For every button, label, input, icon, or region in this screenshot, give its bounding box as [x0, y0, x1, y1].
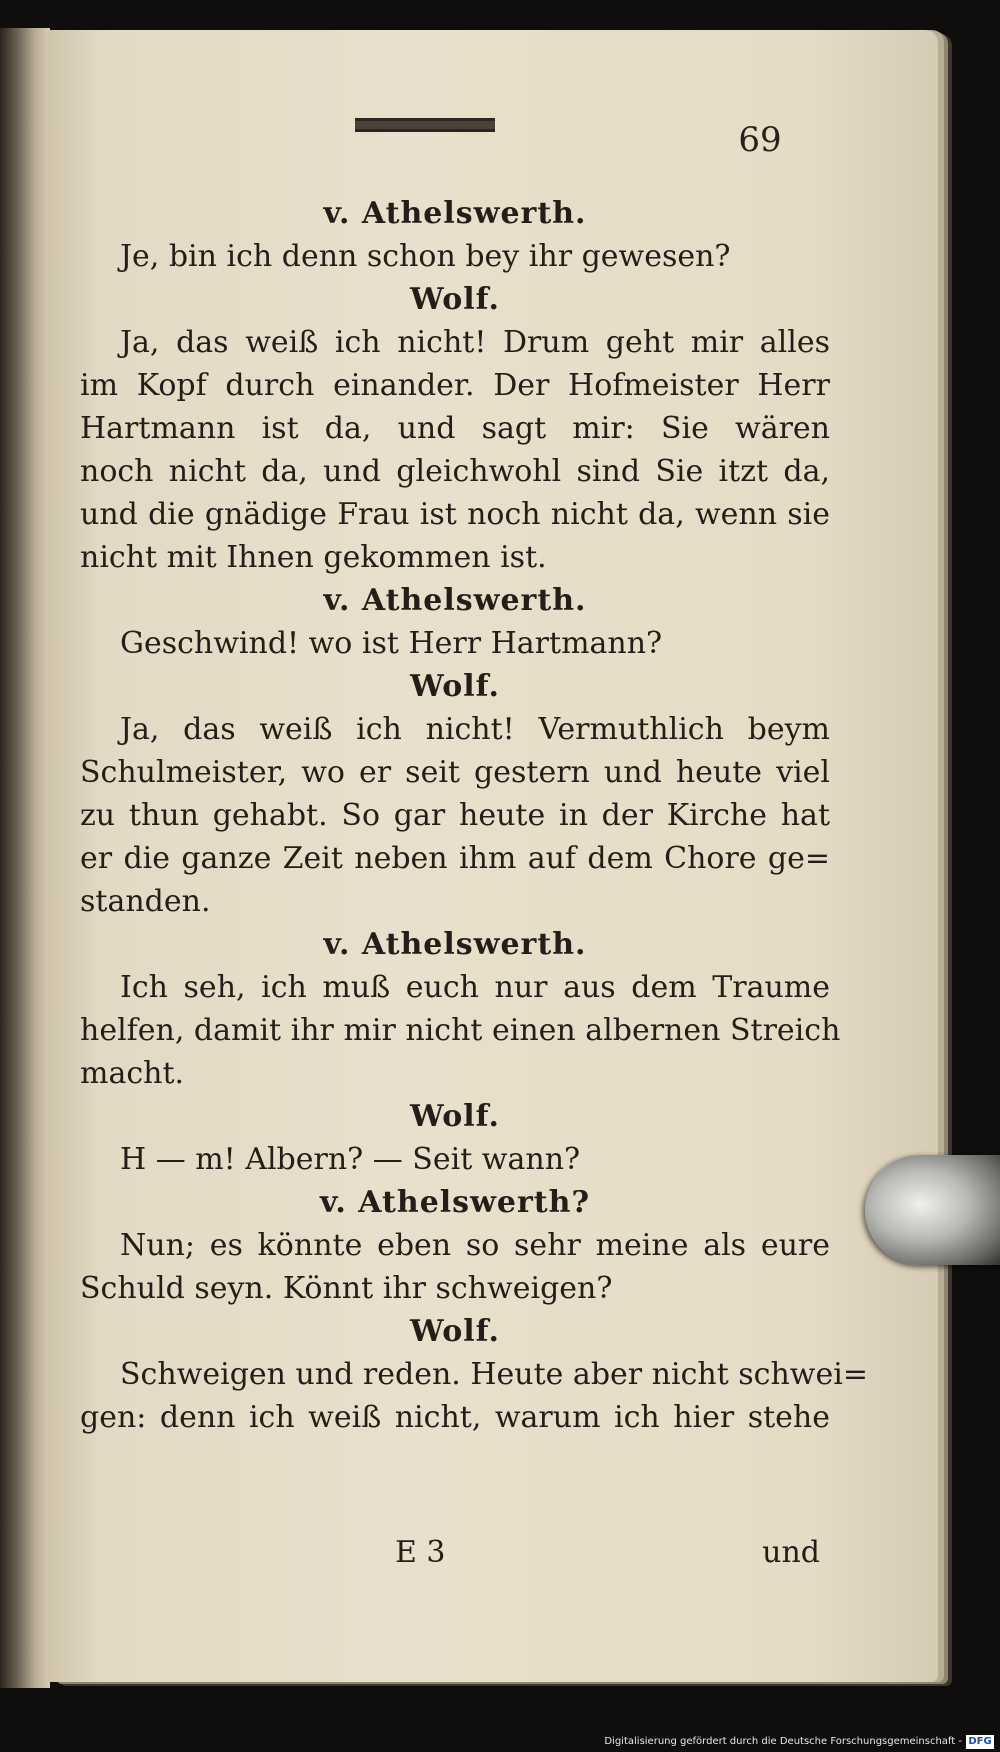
- text-line: zu thun gehabt. So gar heute in der Kirche hat: [80, 798, 830, 833]
- page-footer-line: [80, 1535, 820, 1578]
- text-line: H — m! Albern? — Seit wann?: [120, 1142, 581, 1177]
- text-line: gen: denn ich weiß nicht, warum ich hier stehe: [80, 1400, 830, 1435]
- dfg-logo: DFG: [966, 1735, 994, 1749]
- text-line: Je, bin ich denn schon bey ihr gewesen?: [120, 239, 731, 274]
- speaker-name: Wolf.: [410, 1314, 500, 1349]
- text-line: im Kopf durch einander. Der Hofmeister Herr: [80, 368, 830, 403]
- digitization-footer: [0, 1732, 1000, 1752]
- speaker-name: v. Athelswerth.: [323, 927, 587, 962]
- text-line: Nun; es könnte eben so sehr meine als eure: [120, 1228, 830, 1263]
- signature-mark: E 3: [395, 1535, 446, 1570]
- page-clip: [865, 1155, 1000, 1265]
- text-block: [80, 192, 868, 1439]
- text-line: Ich seh, ich muß euch nur aus dem Traume: [120, 970, 830, 1005]
- text-line: nicht mit Ihnen gekommen ist.: [80, 540, 547, 575]
- text-line: Geschwind! wo ist Herr Hartmann?: [120, 626, 663, 661]
- text-line: und die gnädige Frau ist noch nicht da, wenn sie: [80, 497, 830, 532]
- text-line: noch nicht da, und gleichwohl sind Sie itzt da,: [80, 454, 830, 489]
- text-line: standen.: [80, 884, 211, 919]
- speaker-name: v. Athelswerth.: [323, 583, 587, 618]
- text-line: er die ganze Zeit neben ihm auf dem Chore ge=: [80, 841, 830, 876]
- funding-credit: Digitalisierung gefördert durch die Deutsche Forschungsgemeinschaft -: [604, 1736, 962, 1747]
- text-line: Schweigen und reden. Heute aber nicht schwei=: [120, 1357, 868, 1392]
- text-line: Schuld seyn. Könnt ihr schweigen?: [80, 1271, 613, 1306]
- text-line: Ja, das weiß ich nicht! Drum geht mir alles: [120, 325, 830, 360]
- text-line: helfen, damit ihr mir nicht einen albernen Streich: [80, 1013, 841, 1048]
- speaker-name: Wolf.: [410, 669, 500, 704]
- book-spine-left: [0, 28, 50, 1688]
- text-line: Schulmeister, wo er seit gestern und heute viel: [80, 755, 830, 790]
- text-line: Hartmann ist da, und sagt mir: Sie wären: [80, 411, 830, 446]
- page-number: 69: [738, 120, 782, 160]
- speaker-name: Wolf.: [410, 282, 500, 317]
- header-rule: [355, 118, 495, 132]
- text-line: Ja, das weiß ich nicht! Vermuthlich beym: [120, 712, 830, 747]
- catchword: und: [762, 1535, 820, 1570]
- speaker-name: Wolf.: [410, 1099, 500, 1134]
- speaker-name: v. Athelswerth?: [319, 1185, 591, 1220]
- text-line: macht.: [80, 1056, 185, 1091]
- speaker-name: v. Athelswerth.: [323, 196, 587, 231]
